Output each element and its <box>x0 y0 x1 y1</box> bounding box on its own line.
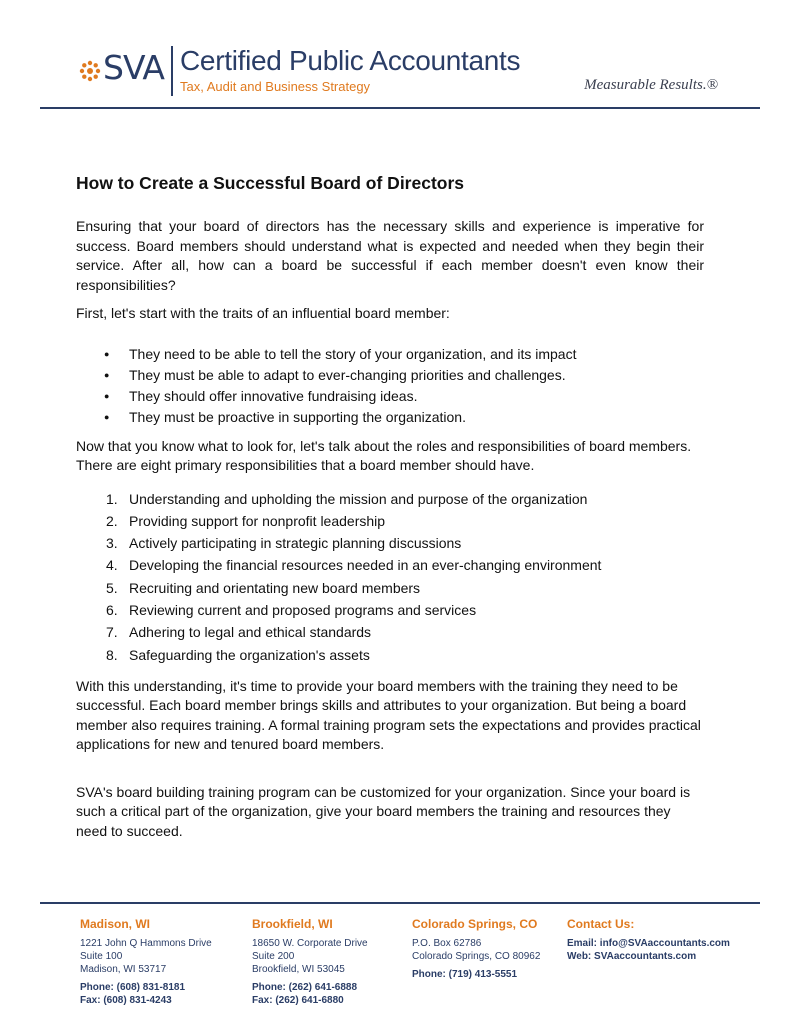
list-item-text: Safeguarding the organization's assets <box>129 646 370 663</box>
responsibilities-list <box>76 488 704 666</box>
logo-wordmark: SVA <box>103 48 164 87</box>
office-city: Madison, WI <box>80 917 150 931</box>
list-item: ● They should offer innovative fundraising ideas. <box>76 386 704 407</box>
list-item-text: Adhering to legal and ethical standards <box>129 624 372 641</box>
list-item-text: Developing the financial resources needed in an ever-changing environment <box>129 557 602 574</box>
list-item <box>76 599 704 621</box>
training-paragraph: With this understanding, it's time to provide your board members with the training they need to be successful. Each board member brings skills and attributes to your organization. But being a board member also requires training. A formal training program sets the expectations and provides practical applications for new and tenured board members. <box>76 677 701 753</box>
header-slogan: Measurable Results.® <box>584 77 718 93</box>
office-address: P.O. Box 62786 Colorado Springs, CO 80962 <box>412 938 541 962</box>
office-phone: Phone: (608) 831-8181 <box>80 982 186 993</box>
list-item: ● They must be proactive in supporting the organization. <box>76 407 704 428</box>
list-number: 7. <box>106 624 118 641</box>
document-title: How to Create a Successful Board of Directors <box>76 173 465 193</box>
office-phone: Phone: (719) 413-5551 <box>412 969 518 980</box>
list-number: 2. <box>106 512 118 529</box>
list-number: 6. <box>106 601 118 618</box>
list-item <box>76 644 704 666</box>
list-item-text: Understanding and upholding the mission and purpose of the organization <box>129 490 588 507</box>
list-item <box>76 488 704 510</box>
footer-divider <box>40 902 760 904</box>
intro-paragraph: Ensuring that your board of directors has the necessary skills and experience is imperative for success. Board members should understand what is expected and needed when they begin their service. After all, how can a board be successful if each member doesn't even know their responsibilities? <box>76 218 704 293</box>
contact-us <box>567 917 730 963</box>
office-brookfield <box>252 917 368 1007</box>
contact-email-link[interactable]: Email: info@SVAaccountants.com <box>567 938 730 949</box>
office-madison <box>80 917 212 1007</box>
office-city: Colorado Springs, CO <box>412 917 538 931</box>
list-number: 3. <box>106 535 118 552</box>
traits-lead: First, let's start with the traits of an influential board member: <box>76 305 450 321</box>
office-phone: Phone: (262) 641-6888 <box>252 982 358 993</box>
roles-lead: Now that you know what to look for, let's talk about the roles and responsibilities of board members. There are eight primary responsibilities that a board member should have. <box>76 437 692 473</box>
office-fax: Fax: (608) 831-4243 <box>80 995 172 1006</box>
list-item <box>76 510 704 532</box>
list-item <box>76 554 704 576</box>
list-item-text: Recruiting and orientating new board members <box>129 579 421 596</box>
document-body <box>76 172 704 850</box>
list-item <box>76 577 704 599</box>
list-item: ● They must be able to adapt to ever-changing priorities and challenges. <box>76 365 704 386</box>
office-address: 1221 John Q Hammons Drive Suite 100 Madison, WI 53717 <box>80 938 212 975</box>
contact-heading: Contact Us: <box>567 917 635 931</box>
list-item <box>76 532 704 554</box>
list-item: ● They need to be able to tell the story of your organization, and its impact <box>76 344 704 365</box>
header-divider <box>40 107 760 109</box>
office-city: Brookfield, WI <box>252 917 333 931</box>
list-item <box>76 621 704 643</box>
office-address: 18650 W. Corporate Drive Suite 200 Brookfield, WI 53045 <box>252 938 368 975</box>
firm-tagline: Tax, Audit and Business Strategy <box>180 79 371 94</box>
list-item-text: Providing support for nonprofit leadership <box>129 512 386 529</box>
office-fax: Fax: (262) 641-6880 <box>252 995 344 1006</box>
office-colorado <box>412 917 540 981</box>
firm-title: Certified Public Accountants <box>180 45 521 76</box>
sunburst-logo-icon <box>79 60 101 82</box>
list-item-text: Reviewing current and proposed programs and services <box>129 601 477 618</box>
list-item-text: Actively participating in strategic planning discussions <box>129 535 462 552</box>
contact-web-link[interactable]: Web: SVAaccountants.com <box>567 951 697 962</box>
list-number: 5. <box>106 579 118 596</box>
list-number: 1. <box>106 490 118 507</box>
logo-divider <box>171 46 173 96</box>
traits-list <box>76 344 704 428</box>
list-number: 8. <box>106 646 118 663</box>
closing-paragraph: SVA's board building training program can be customized for your organization. Since your board is such a critical part of the organization, give your board members the training and resources they need to succeed. <box>76 783 691 839</box>
list-number: 4. <box>106 557 118 574</box>
